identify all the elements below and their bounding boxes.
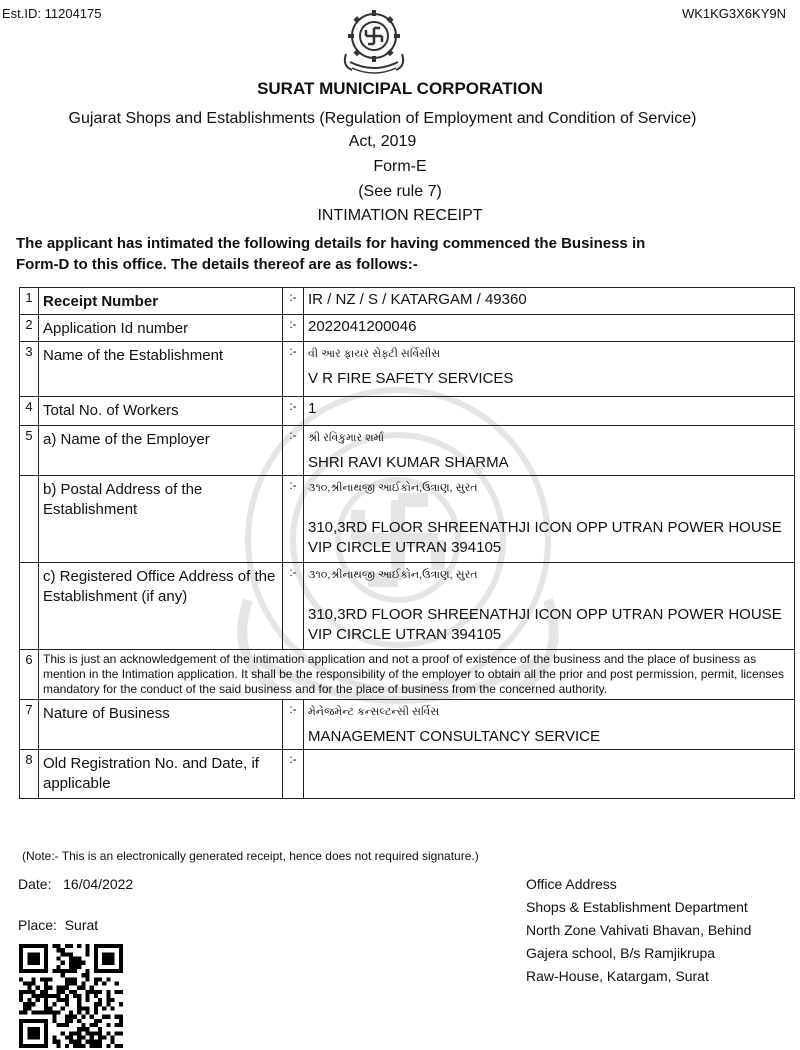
table-row <box>20 650 795 700</box>
receipt-title: INTIMATION RECEIPT <box>317 207 483 224</box>
place-label: Place: <box>18 917 57 933</box>
row-separator: :- <box>283 750 304 799</box>
row-label: b) Postal Address of the Establishment <box>39 476 283 563</box>
row-number: 3 <box>20 342 39 397</box>
row-label: a) Name of the Employer <box>39 426 283 476</box>
row-number: 1 <box>20 288 39 315</box>
office-line: North Zone Vahivati Bhavan, Behind <box>526 922 752 938</box>
est-id: Est.ID: 11204175 <box>2 6 102 21</box>
row-separator: :- <box>283 315 304 342</box>
rule-ref: (See rule 7) <box>358 183 442 200</box>
row-separator: :- <box>283 476 304 563</box>
row-value-gujarati: ૩૧૦,શ્રીનાથજી આઈકોન,ઉત્રાણ, સુરત <box>308 569 478 581</box>
row-number: 8 <box>20 750 39 799</box>
place-line <box>18 917 98 933</box>
row-number <box>20 563 39 650</box>
row-value: MANAGEMENT CONSULTANCY SERVICE <box>308 728 601 745</box>
row-number: 5 <box>20 426 39 476</box>
corporation-emblem-icon <box>336 4 412 80</box>
row-value-gujarati: શ્રી રવિકુમાર શર્મા <box>308 432 385 444</box>
table-row <box>20 476 795 563</box>
details-table <box>19 287 795 799</box>
row-label: Nature of Business <box>39 700 283 750</box>
intro-text: The applicant has intimated the following details for having commenced the Business in Form-D to this office. The details thereof are as follows:- <box>16 235 646 273</box>
row-value-gujarati: ૩૧૦,શ્રીનાથજી આઈકોન,ઉત્રાણ, સુરત <box>308 482 478 494</box>
row-label: Name of the Establishment <box>39 342 283 397</box>
office-line: Gajera school, B/s Ramjikrupa <box>526 945 716 961</box>
row-value: V R FIRE SAFETY SERVICES <box>308 370 514 387</box>
table-row <box>20 288 795 315</box>
row-value <box>304 750 795 799</box>
row-label: Application Id number <box>39 315 283 342</box>
row-value: SHRI RAVI KUMAR SHARMA <box>308 454 509 471</box>
date-line <box>18 876 133 892</box>
row-label: c) Registered Office Address of the Establishment (if any) <box>39 563 283 650</box>
office-line: Shops & Establishment Department <box>526 899 748 915</box>
row-separator: :- <box>283 700 304 750</box>
date-value: 16/04/2022 <box>63 876 134 892</box>
table-row <box>20 563 795 650</box>
row-value-gujarati: વી આર ફાયર સેફ્ટી સર્વિસીસ <box>308 348 441 360</box>
table-row <box>20 700 795 750</box>
form-name: Form-E <box>373 158 427 175</box>
row-value: 310,3RD FLOOR SHREENATHJI ICON OPP UTRAN POWER HOUSE VIP CIRCLE UTRAN 394105 <box>308 519 782 556</box>
qr-code-icon <box>19 944 123 1048</box>
place-value: Surat <box>64 917 99 933</box>
org-name: SURAT MUNICIPAL CORPORATION <box>257 79 543 98</box>
acknowledgement-note: This is just an acknowledgement of the intimation application and not a proof of existence of the business and the place of business as mention in the Intimation application. It shall be the responsibility of the employer to obtain all the prior and post permission, permit, licenses mandatory for the conduct of the said business and for the place of business from the concerned authority. <box>39 650 795 700</box>
row-separator: :- <box>283 426 304 476</box>
row-separator: :- <box>283 563 304 650</box>
office-line: Raw-House, Katargam, Surat <box>526 968 709 984</box>
row-value: IR / NZ / S / KATARGAM / 49360 <box>304 288 795 315</box>
row-separator: :- <box>283 397 304 426</box>
row-value: 1 <box>304 397 795 426</box>
row-value-gujarati: મેનેજમેન્ટ કન્સલ્ટન્સી સર્વિસ <box>308 706 440 718</box>
row-value: 2022041200046 <box>304 315 795 342</box>
office-address <box>526 873 796 988</box>
signature-note: (Note:- This is an electronically generated receipt, hence does not required signature.) <box>22 849 479 863</box>
table-row <box>20 426 795 476</box>
table-row <box>20 397 795 426</box>
row-number: 7 <box>20 700 39 750</box>
row-number: 6 <box>20 650 39 700</box>
table-row <box>20 750 795 799</box>
row-number: 4 <box>20 397 39 426</box>
row-separator: :- <box>283 288 304 315</box>
act-title: Gujarat Shops and Establishments (Regulation of Employment and Condition of Service) Act, 2019 <box>68 110 697 150</box>
date-label: Date: <box>18 876 52 892</box>
row-label: Old Registration No. and Date, if applicable <box>39 750 283 799</box>
row-value: 310,3RD FLOOR SHREENATHJI ICON OPP UTRAN POWER HOUSE VIP CIRCLE UTRAN 394105 <box>308 606 782 643</box>
table-row <box>20 342 795 397</box>
table-row <box>20 315 795 342</box>
row-number <box>20 476 39 563</box>
row-label: Receipt Number <box>39 288 283 315</box>
row-label: Total No. of Workers <box>39 397 283 426</box>
row-number: 2 <box>20 315 39 342</box>
row-separator: :- <box>283 342 304 397</box>
office-line: Office Address <box>526 876 617 892</box>
receipt-code: WK1KG3X6KY9N <box>681 6 786 21</box>
